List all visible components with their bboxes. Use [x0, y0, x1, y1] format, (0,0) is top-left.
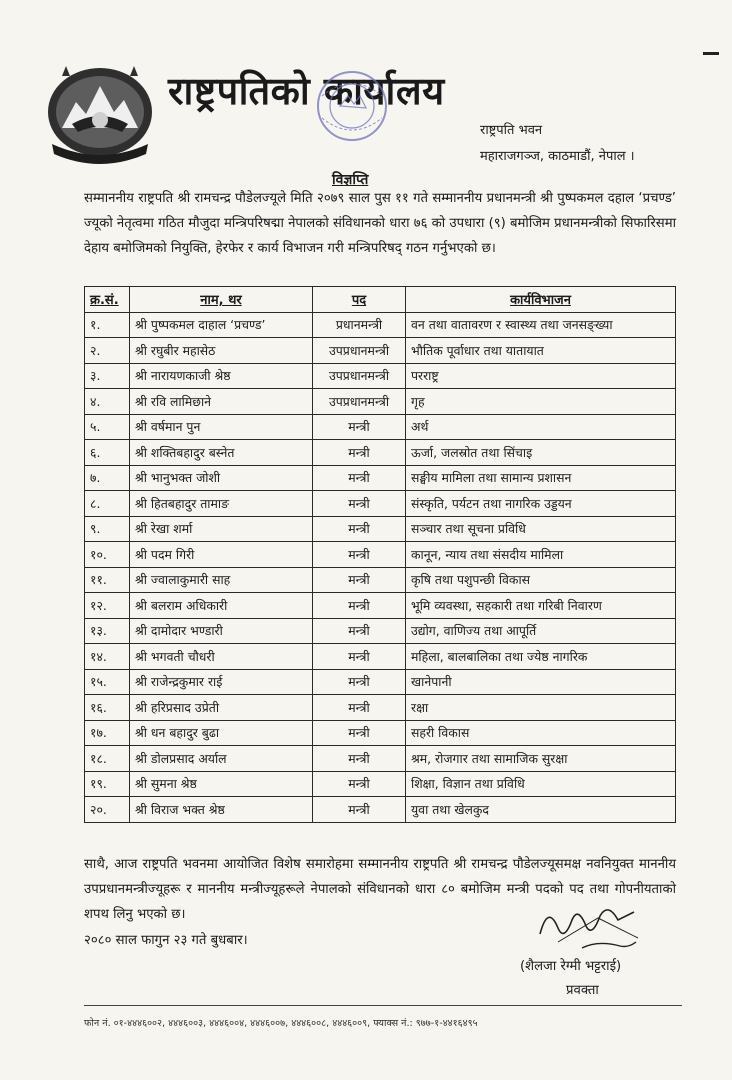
cell-department: कानून, न्याय तथा संसदीय मामिला: [406, 542, 676, 568]
office-title: राष्ट्रपतिको कार्यालय: [168, 68, 445, 113]
cell-department: अर्थ: [406, 414, 676, 440]
table-row: [85, 363, 676, 389]
cell-serial: १७.: [85, 720, 130, 746]
issue-date: २०८० साल फागुन २३ गते बुधबार।: [84, 933, 248, 948]
table-row: [85, 695, 676, 721]
cell-serial: ३.: [85, 363, 130, 389]
cell-department: शिक्षा, विज्ञान तथा प्रविधि: [406, 771, 676, 797]
table-row: [85, 644, 676, 670]
table-row: [85, 720, 676, 746]
table-row: [85, 797, 676, 823]
cell-name: श्री रेखा शर्मा: [130, 516, 313, 542]
cell-department: युवा तथा खेलकुद: [406, 797, 676, 823]
cell-name: श्री वर्षमान पुन: [130, 414, 313, 440]
header-name-label: नाम, थर: [200, 293, 242, 309]
cell-post: मन्त्री: [313, 567, 406, 593]
cell-name: श्री ज्वालाकुमारी साह: [130, 567, 313, 593]
cell-post: प्रधानमन्त्री: [313, 312, 406, 338]
cell-serial: ४.: [85, 389, 130, 415]
cell-serial: ६.: [85, 440, 130, 466]
cell-serial: १.: [85, 312, 130, 338]
cell-name: श्री बलराम अधिकारी: [130, 593, 313, 619]
cell-name: श्री सुमना श्रेष्ठ: [130, 771, 313, 797]
table-row: [85, 414, 676, 440]
intro-paragraph: सम्माननीय राष्ट्रपति श्री रामचन्द्र पौडेलज्यूले मिति २०७९ साल पुस ११ गते सम्माननीय प्रधानमन्त्री श्री पुष्पकमल दहाल ‘प्रचण्ड’ ज्यूको नेतृत्वमा गठित मौजुदा मन्त्रिपरिषद्मा नेपालको संविधानको धारा ७६ को उपधारा (९) बमोजिम प्रधानमन्त्रीको सिफारिसमा देहाय बमोजिमको नियुक्ति, हेरफेर र कार्य विभाजन गरी मन्त्रिपरिषद् गठन गर्नुभएको छ।: [84, 191, 676, 256]
cell-department: महिला, बालबालिका तथा ज्येष्ठ नागरिक: [406, 644, 676, 670]
cell-post: मन्त्री: [313, 797, 406, 823]
cell-serial: १८.: [85, 746, 130, 772]
address-line-1: राष्ट्रपति भवन: [480, 123, 543, 138]
cell-post: उपप्रधानमन्त्री: [313, 389, 406, 415]
table-row: [85, 542, 676, 568]
cell-post: मन्त्री: [313, 440, 406, 466]
cell-serial: १४.: [85, 644, 130, 670]
cell-serial: १०.: [85, 542, 130, 568]
table-row: [85, 312, 676, 338]
header-post-label: पद: [351, 293, 367, 309]
cell-name: श्री रघुबीर महासेठ: [130, 338, 313, 364]
cell-post: मन्त्री: [313, 542, 406, 568]
cell-post: उपप्रधानमन्त्री: [313, 338, 406, 364]
cell-name: श्री राजेन्द्रकुमार राई: [130, 669, 313, 695]
cell-post: मन्त्री: [313, 516, 406, 542]
cell-post: उपप्रधानमन्त्री: [313, 363, 406, 389]
table-row: [85, 440, 676, 466]
cell-department: उद्योग, वाणिज्य तथा आपूर्ति: [406, 618, 676, 644]
cell-serial: १६.: [85, 695, 130, 721]
table-header-row: [85, 287, 676, 313]
signatory-role: प्रवक्ता: [566, 983, 599, 998]
cell-post: मन्त्री: [313, 465, 406, 491]
cell-serial: ८.: [85, 491, 130, 517]
cell-department: सञ्चार तथा सूचना प्रविधि: [406, 516, 676, 542]
cell-name: श्री हरिप्रसाद उप्रेती: [130, 695, 313, 721]
cell-department: सङ्घीय मामिला तथा सामान्य प्रशासन: [406, 465, 676, 491]
cell-department: परराष्ट्र: [406, 363, 676, 389]
cell-post: मन्त्री: [313, 618, 406, 644]
cell-post: मन्त्री: [313, 644, 406, 670]
cell-department: खानेपानी: [406, 669, 676, 695]
header-serial-label: क्र.सं.: [90, 293, 119, 309]
footer-contact: फोन नं. ०१-४४४६००२, ४४४६००३, ४४४६००४, ४४४६००७, ४४४६००८, ४४४६००९, फ्याक्स नं.: ९७७-१-४४१६४९५: [84, 1018, 478, 1029]
cell-serial: १२.: [85, 593, 130, 619]
cell-post: मन्त्री: [313, 695, 406, 721]
cell-department: वन तथा वातावरण र स्वास्थ्य तथा जनसङ्ख्या: [406, 312, 676, 338]
header-serial: [85, 287, 130, 313]
signatory-name: (शैलजा रेग्मी भट्टराई): [520, 959, 622, 974]
cell-serial: ५.: [85, 414, 130, 440]
cell-post: मन्त्री: [313, 720, 406, 746]
cell-department: सहरी विकास: [406, 720, 676, 746]
cell-department: रक्षा: [406, 695, 676, 721]
cell-department: भूमि व्यवस्था, सहकारी तथा गरिबी निवारण: [406, 593, 676, 619]
cell-name: श्री विराज भक्त श्रेष्ठ: [130, 797, 313, 823]
cell-name: श्री हितबहादुर तामाङ: [130, 491, 313, 517]
table-row: [85, 669, 676, 695]
office-stamp-icon: [292, 66, 412, 146]
cell-post: मन्त्री: [313, 593, 406, 619]
cell-department: कृषि तथा पशुपन्छी विकास: [406, 567, 676, 593]
cell-serial: ७.: [85, 465, 130, 491]
table-row: [85, 465, 676, 491]
cell-serial: ९.: [85, 516, 130, 542]
header-department: [406, 287, 676, 313]
cell-name: श्री नारायणकाजी श्रेष्ठ: [130, 363, 313, 389]
table-row: [85, 746, 676, 772]
cell-serial: १५.: [85, 669, 130, 695]
table-row: [85, 516, 676, 542]
table-row: [85, 389, 676, 415]
cell-name: श्री डोलप्रसाद अर्याल: [130, 746, 313, 772]
cell-name: श्री शक्तिबहादुर बस्नेत: [130, 440, 313, 466]
closing-paragraph: साथै, आज राष्ट्रपति भवनमा आयोजित विशेष समारोहमा सम्माननीय राष्ट्रपति श्री रामचन्द्र पौडेलज्यूसमक्ष नवनियुक्त माननीय उपप्रधानमन्त्रीज्यूहरू र माननीय मन्त्रीज्यूहरूले नेपालको संविधानको धारा ८० बमोजिम मन्त्री पदको पद तथा गोपनीयताको शपथ लिनु भएको छ।: [84, 857, 676, 922]
cell-post: मन्त्री: [313, 491, 406, 517]
cell-name: श्री धन बहादुर बुढा: [130, 720, 313, 746]
table-row: [85, 491, 676, 517]
cell-name: श्री पदम गिरी: [130, 542, 313, 568]
cell-department: संस्कृति, पर्यटन तथा नागरिक उड्डयन: [406, 491, 676, 517]
council-of-ministers-table: [84, 286, 676, 823]
address-line-2: महाराजगञ्ज, काठमाडौं, नेपाल ।: [480, 149, 635, 164]
corner-dash: [703, 52, 719, 55]
cell-name: श्री पुष्पकमल दाहाल ‘प्रचण्ड’: [130, 312, 313, 338]
cell-post: मन्त्री: [313, 746, 406, 772]
header-post: [313, 287, 406, 313]
cell-post: मन्त्री: [313, 669, 406, 695]
table-row: [85, 618, 676, 644]
cell-serial: ११.: [85, 567, 130, 593]
cell-serial: २.: [85, 338, 130, 364]
cell-name: श्री रवि लामिछाने: [130, 389, 313, 415]
cell-department: गृह: [406, 389, 676, 415]
cell-department: भौतिक पूर्वाधार तथा यातायात: [406, 338, 676, 364]
cell-serial: २०.: [85, 797, 130, 823]
table-row: [85, 593, 676, 619]
header-name: [130, 287, 313, 313]
table-row: [85, 771, 676, 797]
nepal-emblem-icon: [42, 62, 158, 166]
cell-post: मन्त्री: [313, 414, 406, 440]
cell-name: श्री दामोदार भण्डारी: [130, 618, 313, 644]
cell-name: श्री भानुभक्त जोशी: [130, 465, 313, 491]
footer-divider: [84, 1005, 682, 1006]
table-row: [85, 567, 676, 593]
cell-serial: १९.: [85, 771, 130, 797]
cell-post: मन्त्री: [313, 771, 406, 797]
cell-name: श्री भगवती चौधरी: [130, 644, 313, 670]
cell-department: ऊर्जा, जलस्रोत तथा सिंचाइ: [406, 440, 676, 466]
cell-serial: १३.: [85, 618, 130, 644]
header-department-label: कार्यविभाजन: [510, 293, 571, 309]
table-row: [85, 338, 676, 364]
cell-department: श्रम, रोजगार तथा सामाजिक सुरक्षा: [406, 746, 676, 772]
signature-mark: [528, 898, 646, 954]
notice-title: विज्ञप्ति: [332, 172, 369, 188]
